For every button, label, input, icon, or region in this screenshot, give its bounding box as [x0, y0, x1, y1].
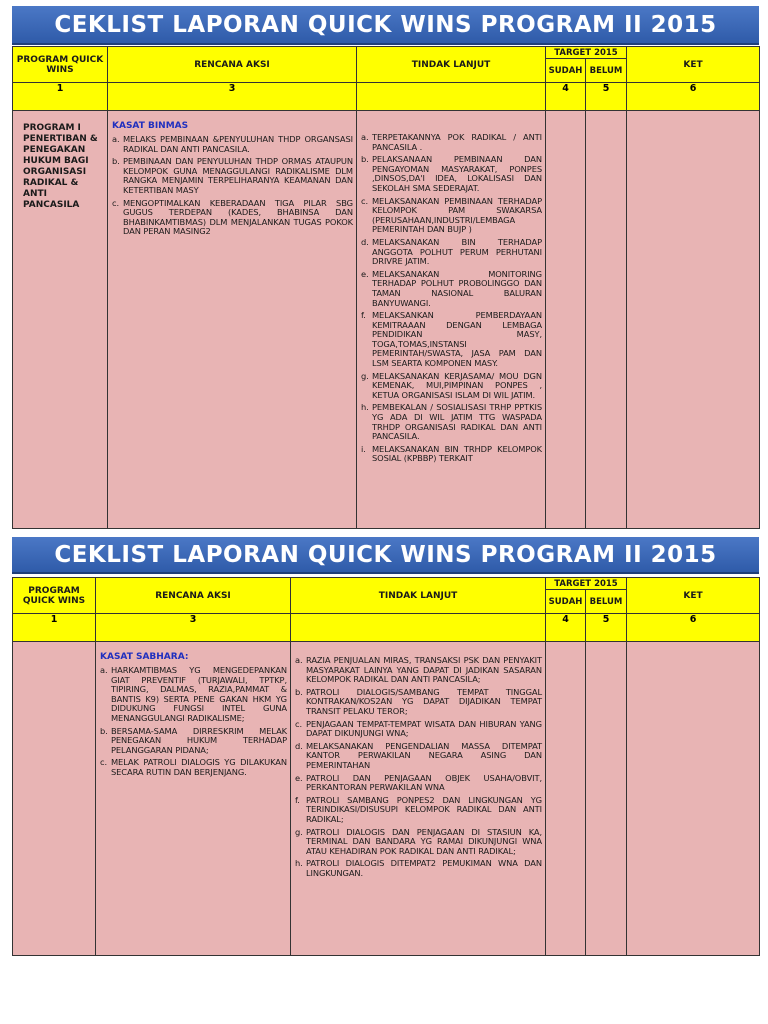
col-number-6: 6 [627, 83, 760, 111]
header-rencana-aksi: RENCANA AKSI [108, 47, 357, 83]
header-sudah: SUDAH [546, 590, 586, 614]
col-number-4: 4 [546, 83, 586, 111]
col-number-empty [291, 614, 546, 642]
slide-title: CEKLIST LAPORAN QUICK WINS PROGRAM II 2015 [12, 6, 759, 45]
section-title: KASAT SABHARA: [100, 652, 189, 662]
checklist-table [12, 577, 760, 956]
header-belum: BELUM [586, 590, 627, 614]
list-item: g. MELAKSANAKAN KERJASAMA/ MOU DGN KEMENAK, MUI,PIMPINAN PONPES , KETUA ORGANISASI ISLAM DI WIL JATIM. [361, 370, 542, 400]
sudah-cell [546, 111, 586, 529]
list-item: c. MELAKSANAKAN PEMBINAAN TERHADAP KELOMPOK PAM SWAKARSA (PERUSAHAAN,INDUSTRI/LEMBAGA PEMERINTAH DAN BUJP ) [361, 195, 542, 235]
header-target: TARGET 2015 [546, 47, 627, 59]
list-item: b. PATROLI DIALOGIS/SAMBANG TEMPAT TINGGAL KONTRAKAN/KOS2AN YG DAPAT DIJADIKAN TEMPAT TRANSIT PELAKU TEROR; [295, 686, 542, 716]
tindak-cell [357, 111, 546, 529]
list-item: a. MELAKS PEMBINAAN &PENYULUHAN THDP ORGANSASI RADIKAL DAN ANTI PANCASILA. [112, 134, 353, 154]
list-item: e. MELAKSANAKAN MONITORING TERHADAP POLHUT PROBOLINGGO DAN TAMAN NASIONAL BALURAN BANYUWANGI. [361, 268, 542, 308]
sudah-cell [546, 642, 586, 956]
rencana-list [108, 133, 356, 237]
list-item: b. PEMBINAAN DAN PENYULUHAN THDP ORMAS ATAUPUN KELOMPOK GUNA MENAGGULANGI RADIKALISME DLM RANGKA MENJAMIN TERPELIHARANYA KEAMANAN DAN KETERTIBAN MASY [112, 156, 353, 195]
col-number-6: 6 [627, 614, 760, 642]
header-ket: KET [627, 578, 760, 614]
header-belum: BELUM [586, 59, 627, 83]
list-item: h. PEMBEKALAN / SOSIALISASI TRHP PPTKIS YG ADA DI WIL JATIM TTG WASPADA TRHDP ORGANISASI RADIKAL DAN ANTI PANCASILA. [361, 402, 542, 442]
list-item: a. TERPETAKANNYA POK RADIKAL / ANTI PANCASILA . [361, 132, 542, 152]
ket-cell [627, 642, 760, 956]
header-rencana-aksi: RENCANA AKSI [96, 578, 291, 614]
section-title: KASAT BINMAS [112, 121, 189, 131]
rencana-cell [96, 642, 291, 956]
list-item: f. MELAKSANKAN PEMBERDAYAAN KEMITRAAAN DENGAN LEMBAGA PENDIDIKAN MASY, TOGA,TOMAS,INSTANSI PEMERINTAH/SWASTA, JASA PAM DAN LSM SEARTA KOMPONEN MASY. [361, 310, 542, 369]
belum-cell [586, 111, 627, 529]
list-item: b. BERSAMA-SAMA DIRRESKRIM MELAK PENEGAKAN HUKUM TERHADAP PELANGGARAN PIDANA; [100, 725, 287, 755]
col-number-4: 4 [546, 614, 586, 642]
tindak-list [357, 111, 545, 464]
header-ket: KET [627, 47, 760, 83]
col-number-3: 3 [96, 614, 291, 642]
list-item: f. PATROLI SAMBANG PONPES2 DAN LINGKUNGAN YG TERINDIKASI/DISUSUPI KELOMPOK RADIKAL DAN ANTI RADIKAL; [295, 794, 542, 824]
rencana-cell [108, 111, 357, 529]
program-cell [13, 642, 96, 956]
col-number-5: 5 [586, 614, 627, 642]
list-item: c. PENJAGAAN TEMPAT-TEMPAT WISATA DAN HIBURAN YANG DAPAT DIKUNJUNGI WNA; [295, 718, 542, 739]
checklist-table [12, 46, 760, 529]
list-item: i. MELAKSANAKAN BIN TRHDP KELOMPOK SOSIAL (KPBBP) TERKAIT [361, 443, 542, 464]
belum-cell [586, 642, 627, 956]
header-program: PROGRAM QUICK WINS [13, 578, 96, 614]
header-program: PROGRAM QUICK WINS [13, 47, 108, 83]
col-number-empty [357, 83, 546, 111]
col-number-1: 1 [13, 614, 96, 642]
program-cell [13, 111, 108, 529]
header-sudah: SUDAH [546, 59, 586, 83]
col-number-5: 5 [586, 83, 627, 111]
slide-2 [0, 535, 768, 960]
list-item: c. MELAK PATROLI DIALOGIS YG DILAKUKAN SECARA RUTIN DAN BERJENJANG. [100, 757, 287, 777]
header-tindak-lanjut: TINDAK LANJUT [291, 578, 546, 614]
list-item: h. PATROLI DIALOGIS DITEMPAT2 PEMUKIMAN WNA DAN LINGKUNGAN. [295, 858, 542, 878]
program-name: PROGRAM I PENERTIBAN & PENEGAKAN HUKUM BAGI ORGANISASI RADIKAL & ANTI PANCASILA [23, 123, 98, 210]
list-item: a. RAZIA PENJUALAN MIRAS, TRANSAKSI PSK DAN PENYAKIT MASYARAKAT LAINYA YANG DAPAT DI JADIKAN SASARAN KELOMPOK RADIKAL DAN ANTI PANCASILA; [295, 655, 542, 685]
list-item: a. HARKAMTIBMAS YG MENGEDEPANKAN GIAT PREVENTIF (TURJAWALI, TPTKP, TIPIRING, DALMAS, RAZIA,PAMMAT & BANTIS K9) SERTA PENE GAKAN HKM YG DIDUKUNG FUNGSI INTEL GUNA MENANGGULANGI RADIKALISME; [100, 665, 287, 723]
col-number-3: 3 [108, 83, 357, 111]
list-item: g. PATROLI DIALOGIS DAN PENJAGAAN DI STASIUN KA, TERMINAL DAN BANDARA YG RAMAI DIKUNJUNGI WNA ATAU KEHADIRAN POK RADIKAL DAN ANTI RADIKAL; [295, 826, 542, 856]
list-item: e. PATROLI DAN PENJAGAAN OBJEK USAHA/OBVIT, PERKANTORAN PERWAKILAN WNA [295, 772, 542, 793]
col-number-1: 1 [13, 83, 108, 111]
tindak-list [291, 642, 545, 878]
header-tindak-lanjut: TINDAK LANJUT [357, 47, 546, 83]
list-item: c. MENGOPTIMALKAN KEBERADAAN TIGA PILAR SBG GUGUS TERDEPAN (KADES, BHABINSA DAN BHABINKAMTIBMAS) DLM MENJALANKAN TUGAS POKOK DAN PERAN MASING2 [112, 197, 353, 237]
list-item: b. PELAKSANAAN PEMBINAAN DAN PENGAYOMAN MASYARAKAT, PONPES ,DINSOS,DA'I IDEA, LOKALISASI DAN SEKOLAH SMA SEDERAJAT. [361, 154, 542, 193]
ket-cell [627, 111, 760, 529]
list-item: d. MELAKSANAKAN PENGENDALIAN MASSA DITEMPAT KANTOR PERWAKILAN NEGARA ASING DAN PEMERINTAHAN [295, 740, 542, 770]
rencana-list [96, 664, 290, 778]
slide-title: CEKLIST LAPORAN QUICK WINS PROGRAM II 2015 [12, 537, 759, 574]
tindak-cell [291, 642, 546, 956]
list-item: d. MELAKSANAKAN BIN TERHADAP ANGGOTA POLHUT PERUM PERHUTANI DRIVRE JATIM. [361, 236, 542, 267]
header-target: TARGET 2015 [546, 578, 627, 590]
